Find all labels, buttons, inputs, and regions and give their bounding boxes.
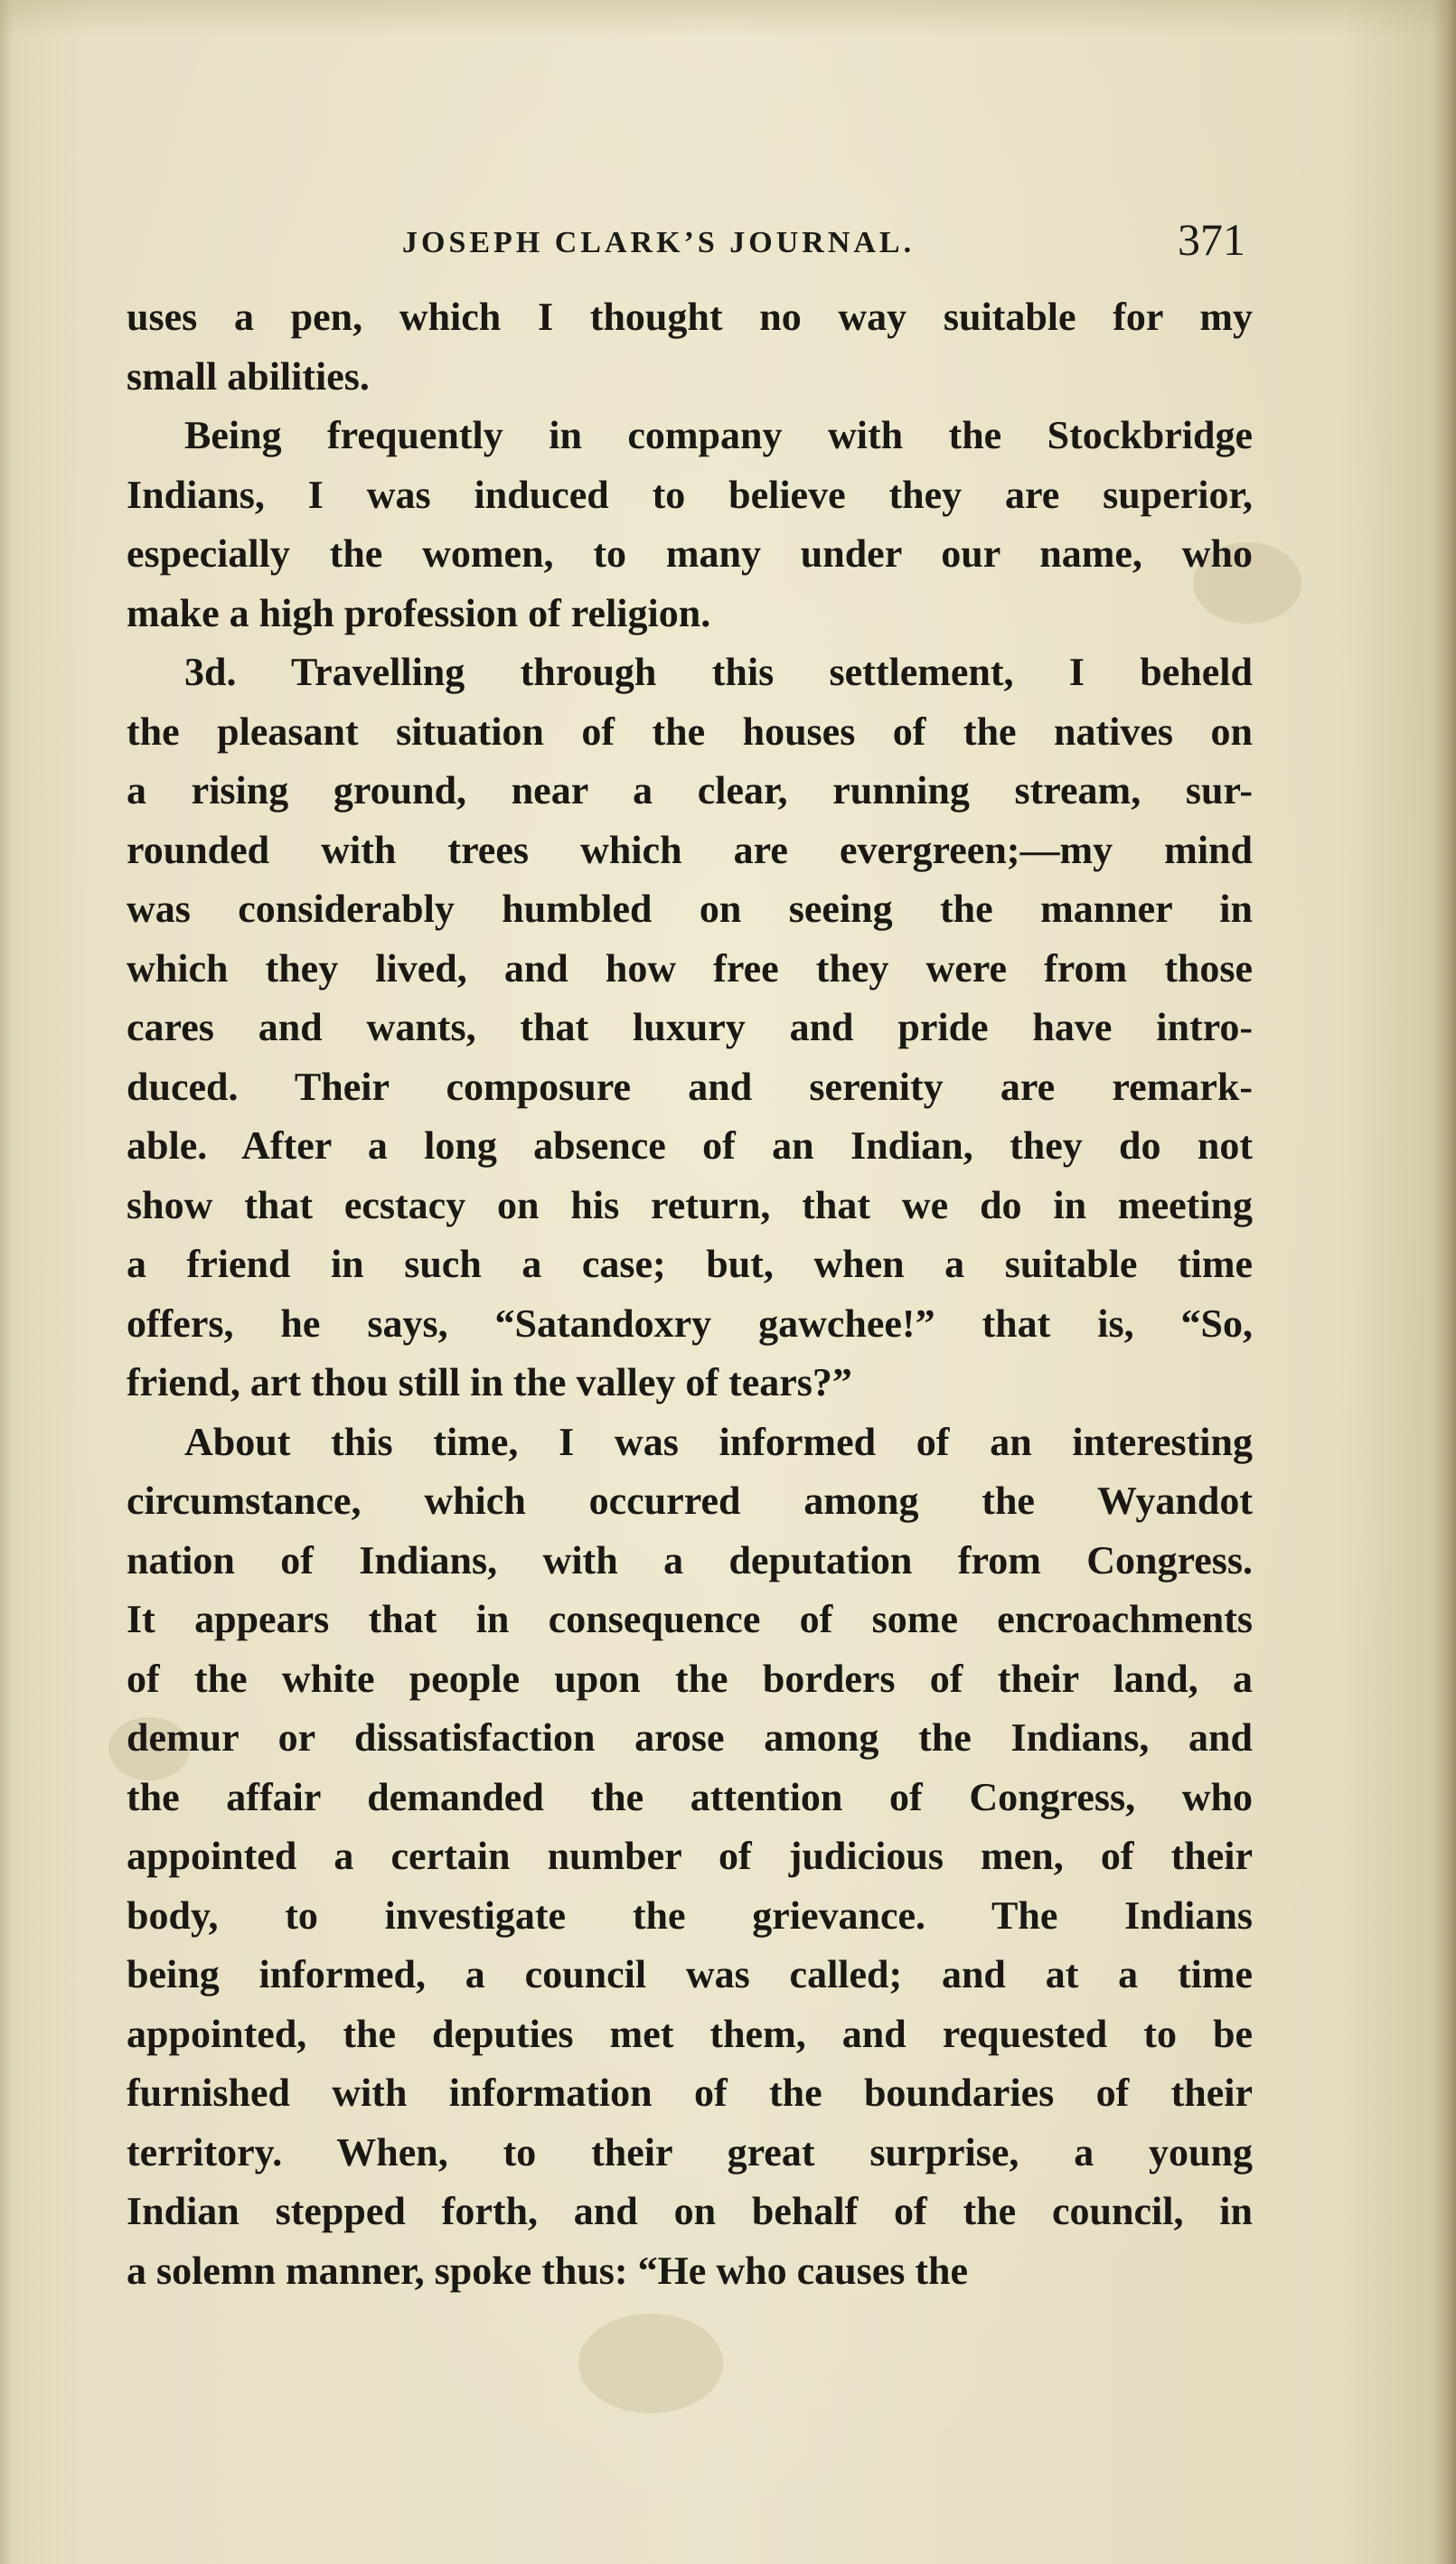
text-line: uses a pen, which I thought no way suitable for my <box>127 295 1253 339</box>
text-line: a solemn manner, spoke thus: “He who causes the <box>127 2248 969 2293</box>
text-line: Indian stepped forth, and on behalf of the council, in <box>127 2189 1253 2233</box>
text-line: make a high profession of religion. <box>127 590 711 635</box>
running-title: JOSEPH CLARK’S JOURNAL. <box>402 226 916 259</box>
text-line: Being frequently in company with the Stockbridge <box>184 413 1253 457</box>
text-line: especially the women, to many under our name, who <box>127 531 1253 576</box>
text-line: show that ecstacy on his return, that we do in meeting <box>127 1182 1253 1227</box>
text-line: able. After a long absence of an Indian, they do not <box>127 1123 1253 1168</box>
text-line: a rising ground, near a clear, running stream, sur- <box>127 768 1253 812</box>
text-line: rounded with trees which are evergreen;—my mind <box>127 827 1253 872</box>
text-line: circumstance, which occurred among the Wyandot <box>127 1479 1253 1523</box>
text-line: body, to investigate the grievance. The Indians <box>127 1892 1253 1938</box>
running-head <box>127 204 1245 277</box>
page-number: 371 <box>1178 214 1245 265</box>
text-line: appointed a certain number of judicious men, of their <box>127 1834 1253 1878</box>
page-right-edge-shadow <box>1433 0 1456 2564</box>
text-line: cares and wants, that luxury and pride have intro- <box>127 1005 1253 1049</box>
text-line: small abilities. <box>127 353 370 399</box>
text-line: friend, art thou still in the valley of tears?” <box>127 1360 852 1404</box>
text-line: being informed, a council was called; and at a time <box>127 1952 1253 1996</box>
text-line: was considerably humbled on seeing the manner in <box>127 887 1253 931</box>
text-line: appointed, the deputies met them, and requested to be <box>127 2011 1253 2056</box>
paragraph <box>127 287 1253 406</box>
text-line: It appears that in consequence of some encroachments <box>127 1597 1253 1641</box>
text-line: About this time, I was informed of an interesting <box>184 1419 1253 1464</box>
paper-stain <box>578 2314 723 2413</box>
text-line: furnished with information of the boundaries of their <box>127 2071 1253 2115</box>
text-line: Indians, I was induced to believe they are superior, <box>127 472 1253 517</box>
text-line: the affair demanded the attention of Congress, who <box>127 1774 1253 1819</box>
paragraph <box>127 643 1253 1413</box>
text-line: demur or dissatisfaction arose among the Indians, and <box>127 1715 1253 1760</box>
text-line: the pleasant situation of the houses of the natives on <box>127 709 1253 754</box>
page-top-shadow <box>0 0 1456 36</box>
text-line: duced. Their composure and serenity are remark- <box>127 1064 1253 1109</box>
paragraph <box>127 406 1253 643</box>
text-line: of the white people upon the borders of their land, a <box>127 1656 1253 1701</box>
text-line: offers, he says, “Satandoxry gawchee!” that is, “So, <box>127 1301 1253 1346</box>
paragraph <box>127 1413 1253 2301</box>
text-line: which they lived, and how free they were from those <box>127 945 1253 991</box>
text-line: nation of Indians, with a deputation from Congress. <box>127 1537 1253 1583</box>
page-left-gutter-shadow <box>0 0 13 2564</box>
body-text <box>127 287 1253 2300</box>
text-line: 3d. Travelling through this settlement, I beheld <box>184 650 1253 694</box>
text-line: territory. When, to their great surprise, a young <box>127 2129 1253 2174</box>
text-line: a friend in such a case; but, when a suitable time <box>127 1242 1253 1286</box>
